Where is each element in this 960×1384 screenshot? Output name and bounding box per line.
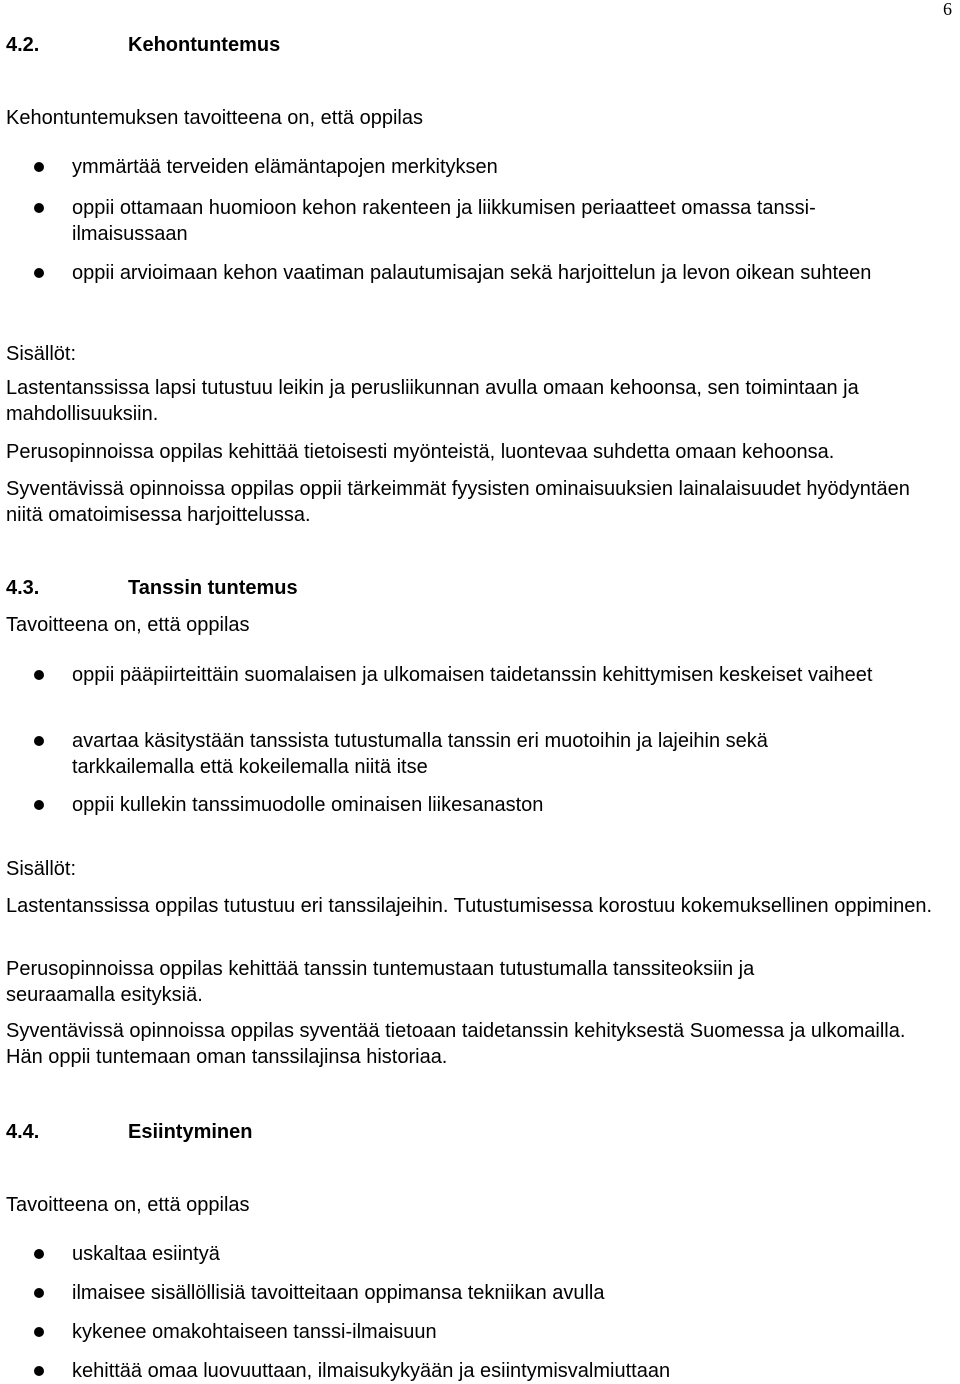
bullet-icon — [34, 268, 44, 278]
bullet-icon — [34, 162, 44, 172]
section-heading-4-4 — [6, 1119, 406, 1145]
list-item-text: ilmaisee sisällöllisiä tavoitteitaan oppimansa tekniikan avulla — [72, 1282, 605, 1304]
section-number: 4.4. — [6, 1121, 40, 1143]
list-item-text: kehittää omaa luovuuttaan, ilmaisukykyään ja esiintymisvalmiuttaan — [72, 1360, 671, 1382]
list-item-text: avartaa käsitystään tanssista tutustumalla tanssin eri muotoihin ja lajeihin sekä tarkkailemalla että kokeilemalla niitä itse — [72, 730, 768, 778]
list-item-text: ymmärtää terveiden elämäntapojen merkityksen — [72, 156, 498, 178]
section-title: Tanssin tuntemus — [128, 577, 298, 599]
list-item — [72, 195, 922, 247]
bullet-icon — [34, 736, 44, 746]
list-item-text: uskaltaa esiintyä — [72, 1243, 220, 1265]
paragraph: Syventävissä opinnoissa oppilas oppii tärkeimmät fyysisten ominaisuuksien lainalaisuudet hyödyntäen niitä omatoimisessa harjoittelussa. — [6, 478, 910, 526]
section-intro: Kehontuntemuksen tavoitteena on, että oppilas — [6, 107, 423, 129]
bullet-icon — [34, 1288, 44, 1298]
list-item-text: oppii pääpiirteittäin suomalaisen ja ulkomaisen taidetanssin kehittymisen keskeiset vaiheet — [72, 664, 873, 686]
list-item — [72, 1280, 932, 1306]
bullet-icon — [34, 800, 44, 810]
contents-label: Sisällöt: — [6, 343, 77, 365]
section-title: Esiintyminen — [128, 1121, 253, 1143]
section-heading-4-3 — [6, 575, 406, 601]
list-item — [72, 792, 932, 818]
bullet-icon — [34, 1249, 44, 1259]
section-number: 4.2. — [6, 34, 40, 56]
list-item — [72, 1319, 932, 1345]
list-item-text: oppii kullekin tanssimuodolle ominaisen liikesanaston — [72, 794, 544, 816]
bullet-icon — [34, 203, 44, 213]
bullet-icon — [34, 1327, 44, 1337]
section-intro: Tavoitteena on, että oppilas — [6, 1194, 250, 1216]
section-intro: Tavoitteena on, että oppilas — [6, 614, 250, 636]
bullet-icon — [34, 670, 44, 680]
list-item — [72, 662, 912, 688]
list-item-text: kykenee omakohtaiseen tanssi-ilmaisuun — [72, 1321, 437, 1343]
contents-label: Sisällöt: — [6, 858, 77, 880]
page-number: 6 — [943, 0, 952, 19]
paragraph: Lastentanssissa oppilas tutustuu eri tanssilajeihin. Tutustumisessa korostuu kokemuksellinen oppiminen. — [6, 895, 933, 917]
list-item — [72, 1241, 932, 1267]
list-item-text: oppii arvioimaan kehon vaatiman palautumisajan sekä harjoittelun ja levon oikean suhteen — [72, 262, 872, 284]
section-title: Kehontuntemus — [128, 34, 281, 56]
list-item — [72, 260, 902, 286]
section-number: 4.3. — [6, 577, 40, 599]
bullet-icon — [34, 1366, 44, 1376]
paragraph: Perusopinnoissa oppilas kehittää tanssin tuntemustaan tutustumalla tanssiteoksiin ja seuraamalla esityksiä. — [6, 958, 755, 1006]
list-item — [72, 1358, 932, 1384]
section-heading-4-2 — [6, 32, 406, 58]
paragraph: Syventävissä opinnoissa oppilas syventää tietoaan taidetanssin kehityksestä Suomessa ja ulkomailla. Hän oppii tuntemaan oman tanssilajinsa historiaa. — [6, 1020, 906, 1068]
paragraph: Perusopinnoissa oppilas kehittää tietoisesti myönteistä, luontevaa suhdetta omaan kehoonsa. — [6, 441, 835, 463]
list-item-text: oppii ottamaan huomioon kehon rakenteen ja liikkumisen periaatteet omassa tanssi-ilmaisussaan — [72, 197, 816, 245]
paragraph: Lastentanssissa lapsi tutustuu leikin ja perusliikunnan avulla omaan kehoonsa, sen toimintaan ja mahdollisuuksiin. — [6, 377, 859, 425]
list-item — [72, 154, 932, 180]
list-item — [72, 728, 872, 780]
